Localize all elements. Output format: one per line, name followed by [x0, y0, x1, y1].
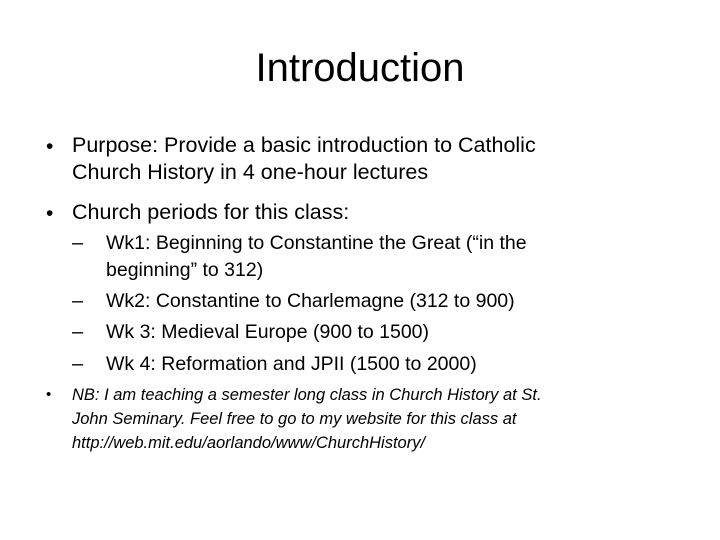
bullet-text — [72, 199, 349, 226]
note-url: http://web.mit.edu/aorlando/www/ChurchHistory/ — [72, 434, 426, 452]
subitem-text — [106, 230, 527, 284]
subitem-text — [106, 288, 515, 315]
dash-marker: – — [72, 232, 84, 254]
note-line: John Seminary. Feel free to go to my website for this class at — [72, 410, 517, 428]
dash-marker: – — [72, 321, 84, 343]
bullet-line: Church periods for this class: — [72, 200, 350, 224]
bullet-marker: • — [46, 386, 52, 403]
slide-title: Introduction — [255, 46, 465, 90]
bullet-marker: • — [46, 135, 54, 158]
subitem-text — [106, 319, 429, 346]
subitem-line: beginning” to 312) — [106, 259, 264, 281]
note-line: NB: I am teaching a semester long class in Church History at St. — [72, 386, 542, 404]
bullet-line: Church History in 4 one-hour lectures — [72, 160, 429, 184]
subitem-line: Wk1: Beginning to Constantine the Great (“in the — [106, 232, 527, 254]
note-text — [72, 383, 542, 455]
dash-marker: – — [72, 353, 84, 375]
bullet-line: Purpose: Provide a basic introduction to Catholic — [72, 133, 536, 157]
bullet-text — [72, 132, 536, 186]
bullet-marker: • — [46, 202, 54, 225]
subitem-text — [106, 351, 477, 378]
dash-marker: – — [72, 290, 84, 312]
subitem-line: Wk2: Constantine to Charlemagne (312 to 900) — [106, 290, 515, 312]
subitem-line: Wk 4: Reformation and JPII (1500 to 2000) — [106, 353, 477, 375]
subitem-line: Wk 3: Medieval Europe (900 to 1500) — [106, 321, 430, 343]
